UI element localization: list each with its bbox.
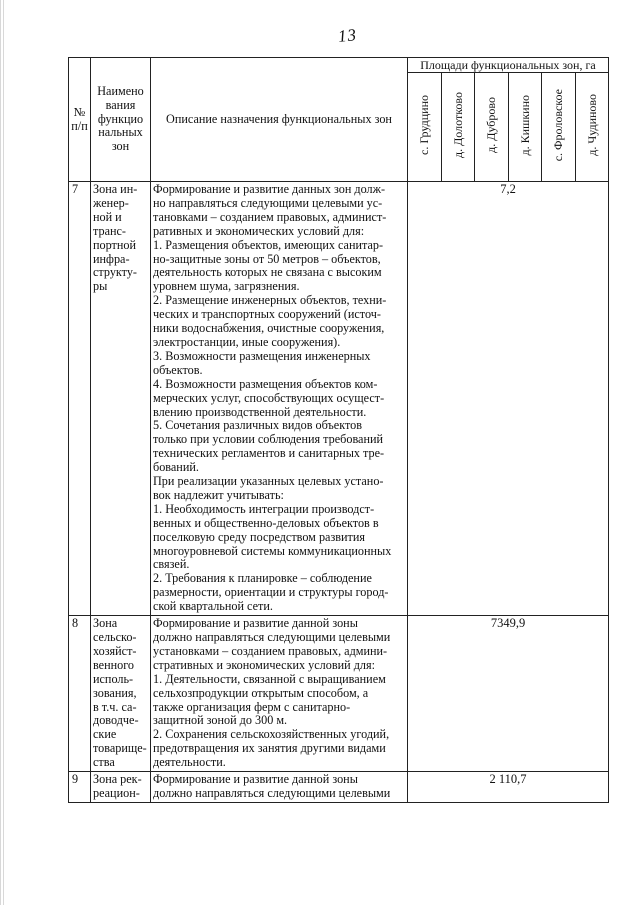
- description-line: стративных и экономических условий для:: [153, 657, 375, 672]
- description-line: 4. Возможности размещения объектов ком-: [153, 376, 378, 391]
- header-number: № п/п: [69, 58, 91, 182]
- page-number: 13: [337, 25, 358, 46]
- zone-name-line: венного: [93, 657, 135, 672]
- description-line: многоуровневой системы коммуникационных: [153, 543, 392, 558]
- table-row: [69, 182, 609, 616]
- zone-name-line: реацион-: [93, 785, 140, 800]
- description-line: ской квартальной сети.: [153, 599, 273, 614]
- description-line: Формирование и развитие данной зоны: [153, 616, 358, 631]
- description-line: 1. Деятельности, связанной с выращиванием: [153, 671, 386, 686]
- zone-name-line: ры: [93, 279, 108, 294]
- header-settlement: д. Долотково: [441, 73, 475, 182]
- zone-description: [151, 772, 408, 803]
- description-line: технических регламентов и санитарных тре-: [153, 446, 385, 461]
- zone-description: [151, 182, 408, 616]
- zone-description: [151, 616, 408, 772]
- description-line: сельхозпродукции открытым способом, а: [153, 685, 369, 700]
- scan-edge: [0, 0, 6, 905]
- description-line: 2. Размещение инженерных объектов, техни-: [153, 293, 387, 308]
- description-line: только при условии соблюдения требований: [153, 432, 384, 447]
- description-line: 5. Сочетания различных видов объектов: [153, 418, 362, 433]
- zone-name-line: транс-: [93, 223, 126, 238]
- description-line: но-защитные зоны от 50 метров – объектов,: [153, 251, 381, 266]
- table-row: [69, 616, 609, 772]
- description-line: вок надлежит учитывать:: [153, 487, 284, 502]
- row-number: 9: [69, 772, 91, 803]
- zone-name-line: товарище-: [93, 741, 147, 756]
- description-line: деятельность которых не связана с высоким: [153, 265, 382, 280]
- description-line: мерческих услуг, способствующих осущест-: [153, 390, 385, 405]
- header-settlement: д. Кишкино: [508, 73, 542, 182]
- header-settlement: д. Дуброво: [475, 73, 509, 182]
- description-line: должно направляться следующими целевыми: [153, 630, 391, 644]
- zone-name-line: в т.ч. са-: [93, 699, 137, 714]
- header-row: [69, 58, 609, 73]
- zone-name: [91, 616, 151, 772]
- header-area-group: Площади функциональных зон, га: [408, 58, 609, 73]
- description-line: связей.: [153, 557, 190, 572]
- zone-name-line: ной и: [93, 209, 122, 224]
- zone-area: 2 110,7: [408, 772, 609, 803]
- description-line: Формирование и развитие данной зоны: [153, 772, 358, 787]
- zone-name-line: доводче-: [93, 713, 139, 728]
- description-line: 2. Требования к планировке – соблюдение: [153, 571, 372, 586]
- description-line: 1. Размещения объектов, имеющих санитар-: [153, 237, 384, 252]
- description-line: должно направляться следующими целевыми: [153, 785, 391, 800]
- header-settlement: д. Чудиново: [575, 73, 609, 182]
- description-line: электростанции, иные сооружения).: [153, 334, 341, 349]
- header-description: Описание назначения функциональных зон: [151, 58, 408, 182]
- description-line: 3. Возможности размещения инженерных: [153, 348, 371, 363]
- table-row: [69, 772, 609, 803]
- zone-area: 7,2: [408, 182, 609, 616]
- header-settlement: с. Фроловское: [542, 73, 576, 182]
- row-number: 7: [69, 182, 91, 616]
- zone-name-line: женер-: [93, 195, 129, 210]
- zone-name-line: ства: [93, 755, 115, 770]
- zone-name-line: исполь-: [93, 671, 134, 686]
- description-line: ческих и транспортных сооружений (источ-: [153, 307, 381, 322]
- zone-name-line: структу-: [93, 265, 137, 280]
- functional-zones-table: [68, 57, 609, 803]
- zone-name-line: зования,: [93, 685, 137, 700]
- zone-name: [91, 182, 151, 616]
- description-line: защитной зоной до 300 м.: [153, 713, 288, 728]
- row-number: 8: [69, 616, 91, 772]
- zone-area: 7349,9: [408, 616, 609, 772]
- description-line: При реализации указанных целевых устано-: [153, 474, 384, 489]
- description-line: ративных и экономических условий для:: [153, 223, 365, 238]
- description-line: венных и общественно-деловых объектов в: [153, 515, 379, 530]
- description-line: размерности, ориентации и структуры город-: [153, 585, 389, 600]
- description-line: ники водоснабжения, очистные сооружения,: [153, 321, 385, 336]
- description-line: Формирование и развитие данных зон долж-: [153, 182, 386, 196]
- zone-name: [91, 772, 151, 803]
- zone-name-line: инфра-: [93, 251, 130, 266]
- zone-name-line: Зона ин-: [93, 182, 138, 196]
- description-line: уровнем шума, загрязнения.: [153, 279, 300, 294]
- description-line: тановками – созданием правовых, админист-: [153, 209, 387, 224]
- description-line: установками – созданием правовых, админи-: [153, 643, 388, 658]
- zone-name-line: портной: [93, 237, 137, 252]
- description-line: деятельности.: [153, 755, 226, 770]
- description-line: объектов.: [153, 362, 203, 377]
- header-zone-name: Наимено вания функцио нальных зон: [91, 58, 151, 182]
- header-settlement: с. Грудцино: [408, 73, 442, 182]
- description-line: влению производственной деятельности.: [153, 404, 367, 419]
- description-line: 1. Необходимость интеграции производст-: [153, 501, 375, 516]
- description-line: 2. Сохранения сельскохозяйственных угодий,: [153, 727, 390, 742]
- description-line: поселковую среду посредством развития: [153, 529, 365, 544]
- description-line: предотвращения их занятия другими видами: [153, 741, 386, 756]
- description-line: также организация ферм с санитарно-: [153, 699, 351, 714]
- description-line: бований.: [153, 460, 199, 475]
- zone-name-line: ские: [93, 727, 117, 742]
- zone-name-line: сельско-: [93, 630, 137, 644]
- zone-name-line: хозяйст-: [93, 643, 137, 658]
- zone-name-line: Зона: [93, 616, 118, 631]
- description-line: но направляться следующими целевыми ус-: [153, 195, 383, 210]
- zone-name-line: Зона рек-: [93, 772, 142, 787]
